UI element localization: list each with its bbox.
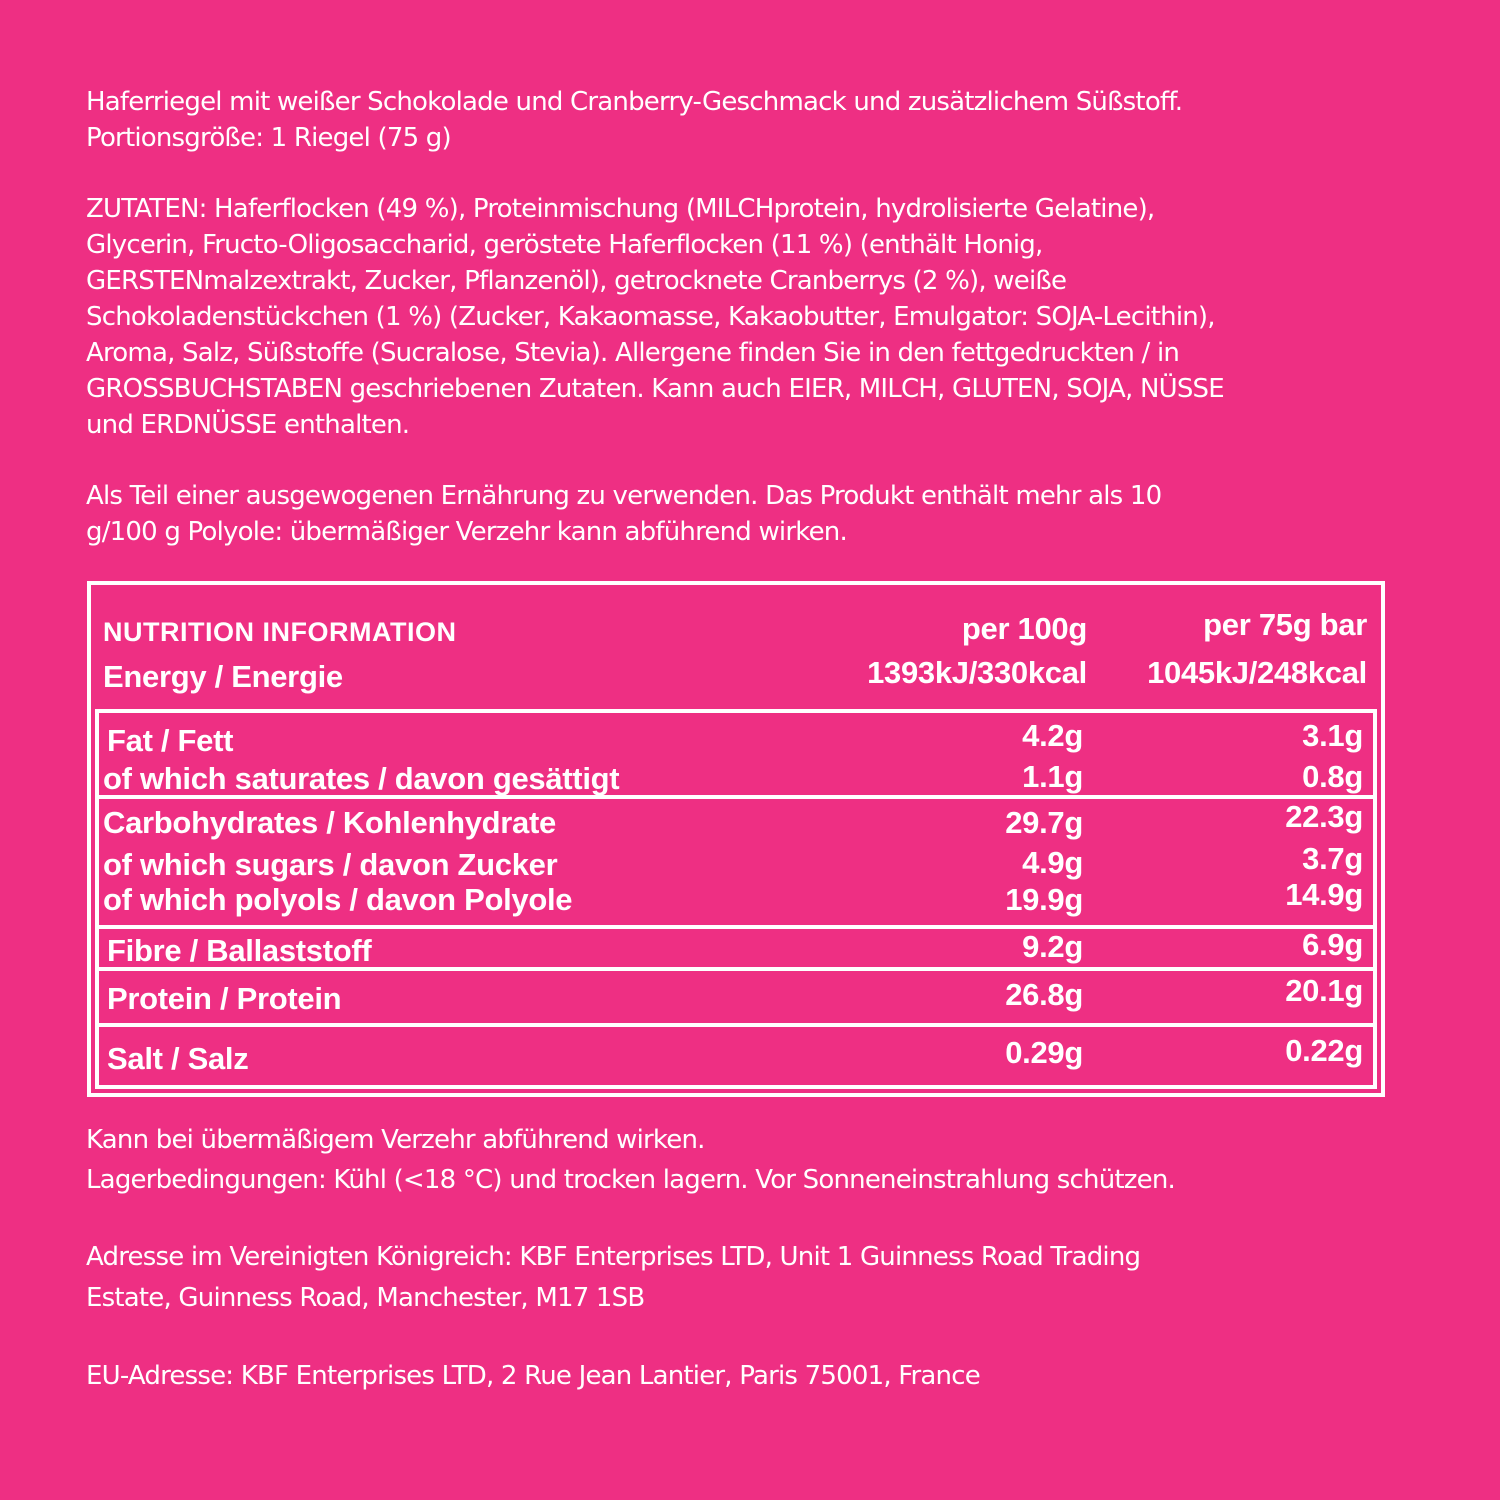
fat-per-100g: 4.2g xyxy=(1022,718,1083,753)
fibre-per-bar: 6.9g xyxy=(1302,927,1363,962)
nutrition-row-salt xyxy=(95,1023,1377,1089)
ingredients-line: und ERDNÜSSE enthalten. xyxy=(86,410,410,440)
product-description-line: Haferriegel mit weißer Schokolade und Cranberry-Geschmack und zusätzlichem Süßstoff. xyxy=(86,87,1183,117)
usage-note xyxy=(86,478,1416,550)
nutrition-title: NUTRITION INFORMATION xyxy=(103,617,457,647)
protein-per-100g: 26.8g xyxy=(1005,977,1083,1012)
sugars-per-100g: 4.9g xyxy=(1022,845,1083,880)
salt-per-100g: 0.29g xyxy=(1005,1035,1083,1070)
ingredients-line: Schokoladenstückchen (1 %) (Zucker, Kakaomasse, Kakaobutter, Emulgator: SOJA-Lecithin), xyxy=(86,302,1215,332)
ingredients-line: ZUTATEN: Haferflocken (49 %), Proteinmischung (MILCHprotein, hydrolisierte Gelatine), xyxy=(86,194,1155,224)
carbs-per-bar: 22.3g xyxy=(1285,799,1363,834)
fibre-per-100g: 9.2g xyxy=(1022,929,1083,964)
uk-address-line: Estate, Guinness Road, Manchester, M17 1SB xyxy=(86,1283,645,1313)
nutrition-row-protein xyxy=(95,967,1377,1027)
saturates-per-100g: 1.1g xyxy=(1022,759,1083,794)
fat-label: Fat / Fett xyxy=(107,723,234,758)
polyols-per-100g: 19.9g xyxy=(1005,882,1083,917)
nutrition-table xyxy=(87,581,1385,1097)
uk-address-line: Adresse im Vereinigten Königreich: KBF Enterprises LTD, Unit 1 Guinness Road Trading xyxy=(86,1242,1141,1272)
polyols-per-bar: 14.9g xyxy=(1285,877,1363,912)
uk-address xyxy=(86,1237,1416,1319)
protein-per-bar: 20.1g xyxy=(1285,973,1363,1008)
carbs-label: Carbohydrates / Kohlenhydrate xyxy=(103,805,556,840)
salt-per-bar: 0.22g xyxy=(1285,1033,1363,1068)
storage-warnings xyxy=(86,1120,1416,1200)
warning-line: Kann bei übermäßigem Verzehr abführend wirken. xyxy=(86,1125,705,1155)
sugars-label: of which sugars / davon Zucker xyxy=(103,847,558,882)
usage-line: g/100 g Polyole: übermäßiger Verzehr kann abführend wirken. xyxy=(86,517,847,547)
storage-line: Lagerbedingungen: Kühl (<18 °C) und trocken lagern. Vor Sonneneinstrahlung schützen. xyxy=(86,1165,1175,1195)
product-description xyxy=(86,84,1416,156)
eu-address-line: EU-Adresse: KBF Enterprises LTD, 2 Rue Jean Lantier, Paris 75001, France xyxy=(86,1361,980,1391)
nutrition-header xyxy=(95,589,1377,709)
nutrition-row-fibre xyxy=(95,925,1377,971)
fibre-label: Fibre / Ballaststoff xyxy=(107,933,372,968)
ingredients-line: Glycerin, Fructo-Oligosaccharid, geröstete Haferflocken (11 %) (enthält Honig, xyxy=(86,230,1043,260)
energy-label: Energy / Energie xyxy=(103,659,343,694)
nutrition-row-fat xyxy=(95,709,1377,799)
energy-per-100g: 1393kJ/330kcal xyxy=(867,655,1087,690)
ingredients-line: Aroma, Salz, Süßstoffe (Sucralose, Stevia). Allergene finden Sie in den fettgedruckten / in xyxy=(86,338,1180,368)
ingredients-line: GERSTENmalzextrakt, Zucker, Pflanzenöl), getrocknete Cranberrys (2 %), weiße xyxy=(86,266,1067,296)
ingredients-text xyxy=(86,191,1416,443)
usage-line: Als Teil einer ausgewogenen Ernährung zu verwenden. Das Produkt enthält mehr als 10 xyxy=(86,481,1162,511)
column-per-100g: per 100g xyxy=(961,611,1087,646)
protein-label: Protein / Protein xyxy=(107,981,342,1016)
eu-address xyxy=(86,1358,1416,1394)
salt-label: Salt / Salz xyxy=(107,1041,249,1076)
fat-per-bar: 3.1g xyxy=(1302,718,1363,753)
column-per-bar: per 75g bar xyxy=(1203,607,1367,642)
carbs-per-100g: 29.7g xyxy=(1005,805,1083,840)
energy-per-bar: 1045kJ/248kcal xyxy=(1147,655,1367,690)
sugars-per-bar: 3.7g xyxy=(1302,841,1363,876)
saturates-per-bar: 0.8g xyxy=(1302,759,1363,794)
saturates-label: of which saturates / davon gesättigt xyxy=(103,761,620,796)
nutrition-row-carbs xyxy=(95,795,1377,929)
ingredients-line: GROSSBUCHSTABEN geschriebenen Zutaten. Kann auch EIER, MILCH, GLUTEN, SOJA, NÜSSE xyxy=(86,374,1224,404)
polyols-label: of which polyols / davon Polyole xyxy=(103,882,573,917)
serving-size-line: Portionsgröße: 1 Riegel (75 g) xyxy=(86,123,451,153)
